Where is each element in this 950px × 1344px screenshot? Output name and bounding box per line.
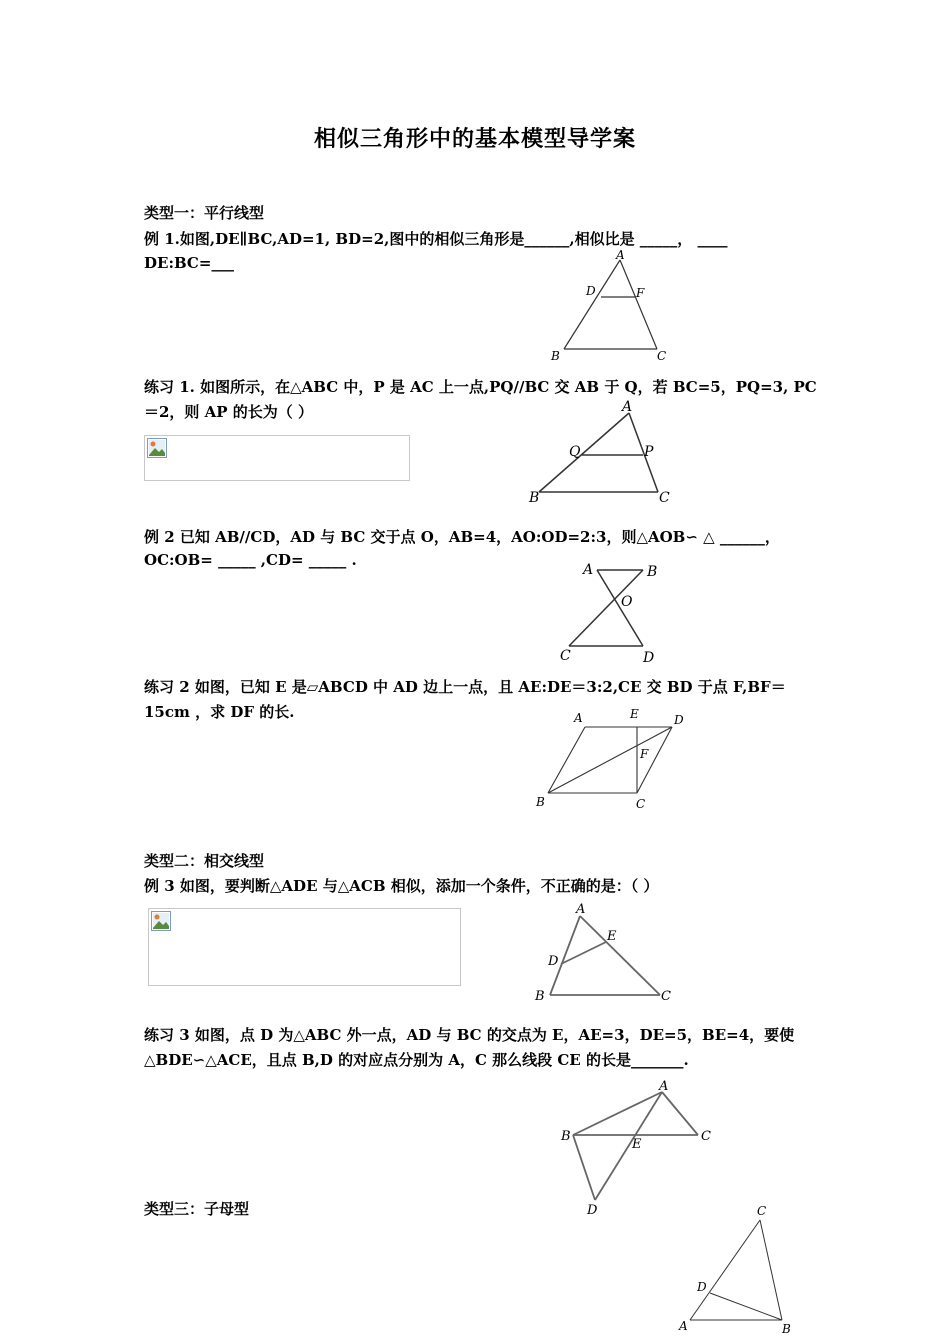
example-2-line-1: 例 2 已知 AB//CD，AD 与 BC 交于点 O，AB=4，AO:OD=2:3，则△AOB∽ △ ______， [144,528,780,546]
page-title: 相似三角形中的基本模型导学案 [313,126,636,152]
section-heading-3: 类型三：子母型 [144,1200,250,1218]
label-E: E [607,929,617,944]
practice-3-line-2: △BDE∽△ACE，且点 B,D 的对应点分别为 A，C 那么线段 CE 的长是_______. [144,1051,689,1069]
label-C: C [657,349,667,363]
figure-example-4 [670,1200,800,1340]
label-B: B [536,795,545,809]
label-F: F [640,747,649,761]
practice-2-line-1: 练习 2 如图，已知 E 是▱ABCD 中 AD 边上一点，且 AE:DE＝3:2,CE 交 BD 于点 F,BF＝ [144,678,786,696]
label-D: D [587,1203,598,1218]
label-C: C [636,797,646,811]
section-heading-2: 类型二：相交线型 [144,852,265,870]
example-3-line-1: 例 3 如图，要判断△ADE 与△ACB 相似，添加一个条件，不正确的是：（ ） [144,877,659,895]
image-placeholder-1 [144,435,410,481]
label-B: B [529,490,540,506]
label-D: D [548,954,559,969]
label-C: C [701,1129,711,1144]
figure-example-1 [540,245,680,363]
figure-example-3 [530,900,680,1010]
label-A: A [616,248,625,262]
practice-1-line-1: 练习 1. 如图所示，在△ABC 中，P 是 AC 上一点,PQ//BC 交 AB 于 Q，若 BC=5，PQ=3, PC [144,378,817,396]
practice-1-line-2: ＝2，则 AP 的长为（ ） [144,403,314,421]
label-P: P [644,444,654,460]
label-C: C [560,648,571,664]
label-A: A [576,902,586,917]
label-A: A [659,1080,669,1094]
broken-image-icon [151,911,171,931]
label-A: A [679,1319,688,1333]
label-D: D [643,650,655,666]
label-C: C [757,1204,767,1218]
label-D: D [674,713,684,727]
label-B: B [561,1129,571,1144]
label-B: B [782,1322,791,1336]
practice-2-line-2: 15cm ，求 DF 的长. [144,703,295,721]
figure-practice-1 [525,398,675,508]
label-D: D [697,1280,707,1294]
practice-3-line-1: 练习 3 如图，点 D 为△ABC 外一点，AD 与 BC 的交点为 E，AE=3，DE=5，BE=4，要使 [144,1026,795,1044]
label-Q: Q [569,444,581,460]
label-C: C [661,989,671,1004]
label-A: A [622,399,633,415]
figure-practice-3 [555,1080,720,1220]
image-placeholder-2 [148,908,461,986]
label-E: E [632,1137,642,1152]
label-A: A [583,562,594,578]
section-heading-1: 类型一：平行线型 [144,204,265,222]
broken-image-icon [147,438,167,458]
label-D: D [586,284,596,298]
label-O: O [621,594,633,610]
example-1-line-1: 例 1.如图,DE∥BC,AD=1, BD=2,图中的相似三角形是______,相似比是 _____， ____ [144,230,728,248]
label-A: A [574,711,583,725]
label-B: B [647,564,658,580]
figure-practice-2 [530,700,700,815]
label-B: B [535,989,545,1004]
label-B: B [551,349,560,363]
example-1-line-2: DE:BC=___ [144,254,234,272]
label-E: E [630,707,639,721]
figure-example-2 [555,558,675,668]
label-F: F [636,286,645,300]
label-C: C [659,490,670,506]
example-2-line-2: OC:OB= _____ ,CD= _____ . [144,551,357,569]
